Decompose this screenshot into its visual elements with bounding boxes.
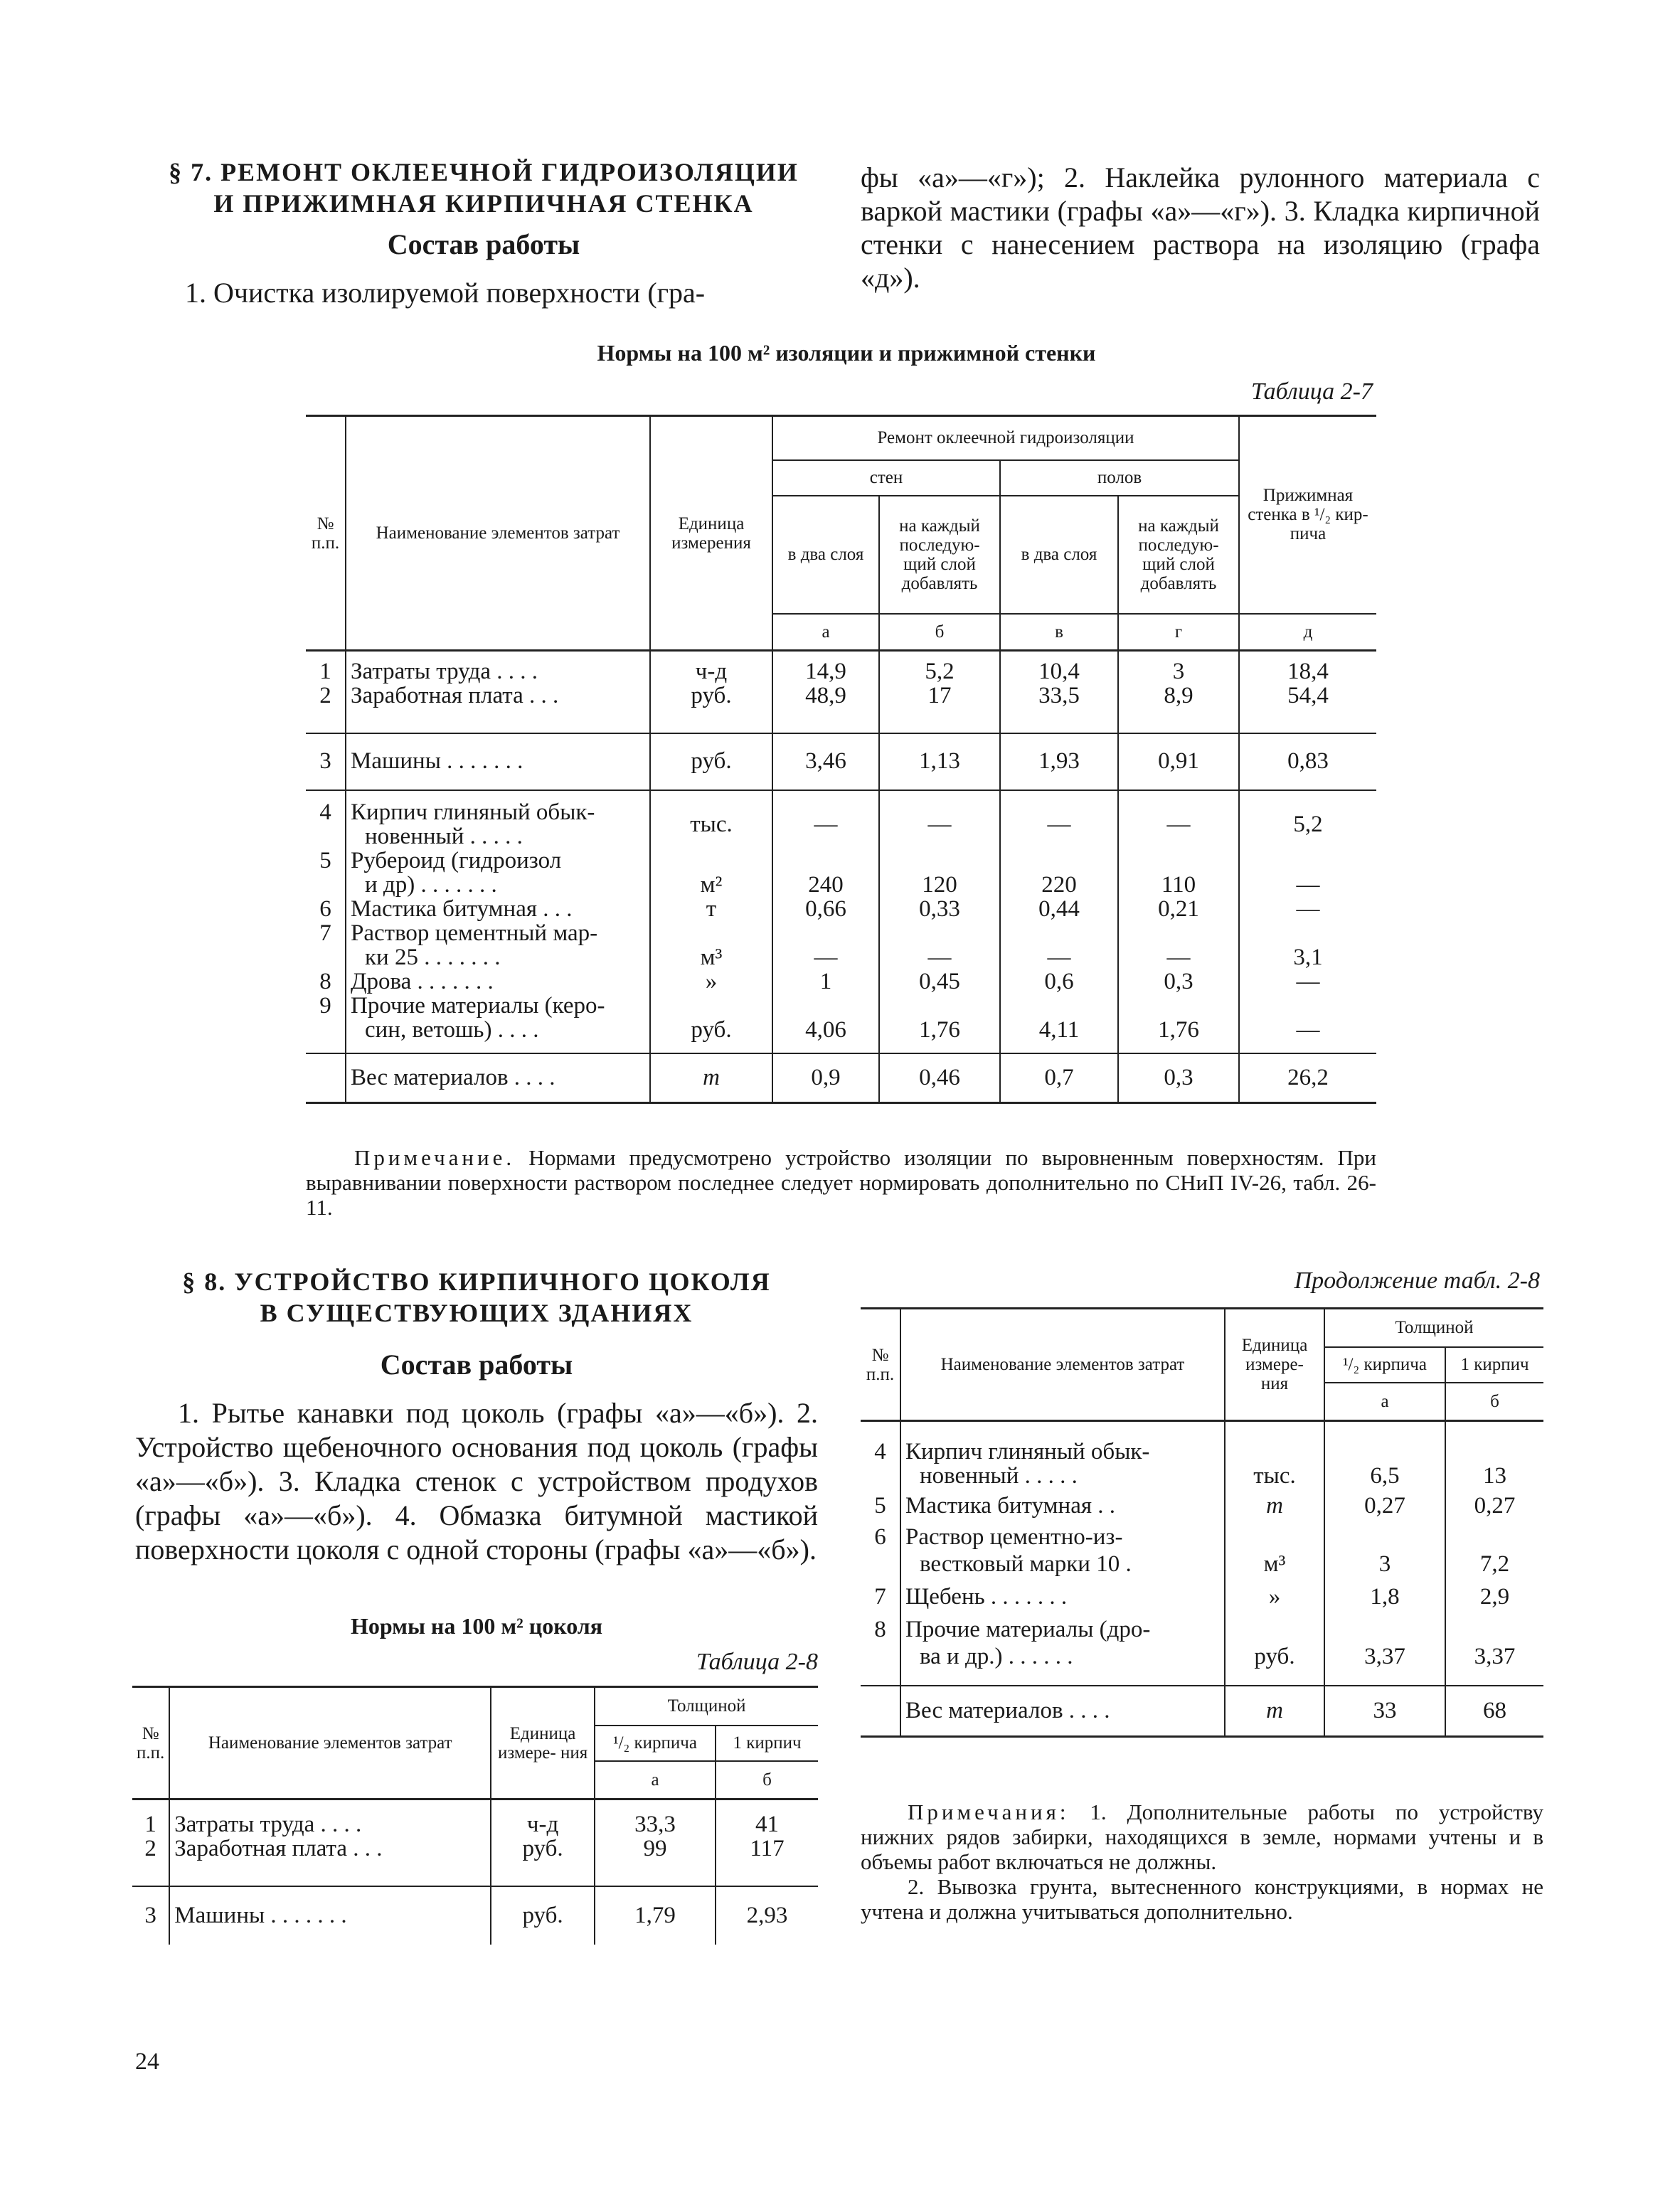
t28a-header-name: Наименование элементов затрат <box>169 1687 491 1799</box>
t28b-row: 5 Мастика битумная . . т 0,27 0,27 <box>861 1488 1543 1524</box>
section8-heading-line2: В СУЩЕСТВУЮЩИХ ЗДАНИЯХ <box>260 1299 693 1327</box>
page-number: 24 <box>135 2048 159 2075</box>
t27-row: 5 Рубероид (гидроизол и др) . . . . . . . м² 240 120 220 110 — <box>306 849 1376 897</box>
t27-col-g: г <box>1118 614 1239 651</box>
t28a-col-b: б <box>762 1770 772 1790</box>
t27-header-floors-each: на каждый последую- щий слой добавлять <box>1118 496 1239 614</box>
t27-row: 2 Заработная плата . . . руб. 48,9 17 33,5 8,9 54,4 <box>306 684 1376 708</box>
t28a-header-one: 1 кирпич <box>716 1726 818 1761</box>
t28b-row: 8 Прочие материалы (дро- ва и др.) . . . . . . руб. 3,37 3,37 <box>861 1616 1543 1670</box>
t28b-header-half: ¹/₂ кирпича <box>1324 1347 1445 1383</box>
t28b-header-no: № п.п. <box>861 1309 900 1421</box>
t27-header-walls-each: на каждый последую- щий слой добавлять <box>879 496 1000 614</box>
section8-note1: Примечания: 1. Дополнительные работы по устройству нижних рядов забирки, находящихся в земле, нормами учтены и в объемы работ включаться не должны. <box>861 1799 1543 1874</box>
table28-number: Таблица 2-8 <box>696 1649 818 1675</box>
table-2-7 <box>306 415 1376 1104</box>
section7-note <box>306 1145 1376 1220</box>
t27-header-floors: полов <box>1000 460 1239 496</box>
t27-row: 4 Кирпич глиняный обык- новенный . . . . . тыс. — — — — 5,2 <box>306 800 1376 849</box>
t28b-header-name: Наименование элементов затрат <box>900 1309 1225 1421</box>
t28b-header-thick: Толщиной <box>1324 1309 1543 1347</box>
t27-row-machines: 3 Машины . . . . . . . руб. 3,46 1,13 1,93 0,91 0,83 <box>306 733 1376 790</box>
t27-header-walls-two: в два слоя <box>772 496 879 614</box>
section7-left-text: 1. Очистка изолируемой поверхности (гра- <box>185 277 706 309</box>
section7-note-label: Примечание. <box>354 1145 516 1170</box>
t28b-header-unit: Единица измере- ния <box>1225 1309 1324 1421</box>
t27-col-d: д <box>1239 614 1376 651</box>
t27-row: 1 Затраты труда . . . . ч-д 14,9 5,2 10,4 3 18,4 <box>306 659 1376 684</box>
section8-subheading: Состав работы <box>380 1349 573 1381</box>
section8-note2: 2. Вывозка грунта, вытесненного конструкциями, в нормах не учтена и должна учитываться дополнительно. <box>861 1874 1543 1924</box>
t28a-header-unit: Единица измере- ния <box>491 1687 595 1799</box>
t28b-row: 6 Раствор цементно-из- вестковый марки 10 . м³ 3 7,2 <box>861 1524 1543 1578</box>
t27-row: 6 Мастика битумная . . . т 0,66 0,33 0,44 0,21 — <box>306 897 1376 921</box>
t27-header-floors-two: в два слоя <box>1000 496 1118 614</box>
t27-header-no: № п.п. <box>306 416 346 651</box>
table28-caption: Нормы на 100 м² цоколя <box>350 1613 603 1639</box>
section7-heading-line2: И ПРИЖИМНАЯ КИРПИЧНАЯ СТЕНКА <box>213 189 754 218</box>
t27-col-b: б <box>879 614 1000 651</box>
t28a-row: 2 Заработная плата . . . руб. 99 117 <box>132 1836 818 1861</box>
t27-header-unit: Единица измерения <box>650 416 772 651</box>
section7-right-text: фы «а»—«г»); 2. Наклейка рулонного материала с варкой мастики (графы «а»—«г»). 3. Кладка кирпичной стенки с нанесением раствора на изоляцию (графа «д»). <box>861 161 1540 294</box>
section7-note-text: Нормами предусмотрено устройство изоляции по выровненным поверхностям. При выравнивании поверхности раствором последнее следует нормировать дополнительно по СНиП IV-26, табл. 26-11. <box>306 1145 1376 1220</box>
table28-continuation: Продолжение табл. 2-8 <box>1294 1267 1540 1294</box>
t27-header-name: Наименование элементов затрат <box>346 416 650 651</box>
section8-heading <box>135 1266 818 1329</box>
t27-col-v: в <box>1000 614 1118 651</box>
t27-col-a: а <box>772 614 879 651</box>
t28b-row-weight: Вес материалов . . . . т 33 68 <box>861 1686 1543 1737</box>
table27-number: Таблица 2-7 <box>1251 378 1373 405</box>
t28a-header-no: № п.п. <box>132 1687 169 1799</box>
t27-row: 9 Прочие материалы (керо- син, ветошь) . . . . руб. 4,06 1,76 4,11 1,76 — <box>306 994 1376 1042</box>
section7-heading <box>164 156 804 219</box>
t28a-header-half: ¹/₂ кирпича <box>595 1726 716 1761</box>
t28b-row: 4 Кирпич глиняный обык- новенный . . . . . тыс. 6,5 13 <box>861 1440 1543 1488</box>
t27-header-walls: стен <box>772 460 1000 496</box>
t27-header-press: Прижимная стенка в ¹/₂ кир- пича <box>1248 486 1368 544</box>
t28b-col-a: а <box>1324 1383 1445 1421</box>
t27-row: 7 Раствор цементный мар- ки 25 . . . . . . . м³ — — — — 3,1 <box>306 921 1376 969</box>
table27-caption: Нормы на 100 м² изоляции и прижимной стенки <box>597 340 1096 366</box>
t28b-col-b: б <box>1490 1391 1499 1411</box>
t28a-col-a: а <box>595 1761 716 1799</box>
table-2-8-part1 <box>132 1686 818 1945</box>
section8-notes <box>861 1799 1543 1924</box>
section8-text: 1. Рытье канавки под цоколь (графы «а»—«б»). 2. Устройство щебеночного основания под цоколь (графы «а»—«б»). 3. Кладка стенок с устройством продухов (графы «а»—«б»). 4. Обмазка битумной мастикой поверхности цоколя с одной стороны (графы «а»—«б»). <box>135 1397 818 1565</box>
section7-heading-line1: § 7. РЕМОНТ ОКЛЕЕЧНОЙ ГИДРОИЗОЛЯЦИИ <box>169 158 799 186</box>
t28a-row: 1 Затраты труда . . . . ч-д 33,3 41 <box>132 1812 818 1836</box>
t28a-row-machines: 3 Машины . . . . . . . руб. 1,79 2,93 <box>132 1886 818 1945</box>
t28a-header-thick: Толщиной <box>595 1687 818 1726</box>
t27-header-repair: Ремонт оклеечной гидроизоляции <box>772 416 1239 460</box>
t27-row: 8 Дрова . . . . . . . » 1 0,45 0,6 0,3 — <box>306 969 1376 994</box>
t27-row-weight: Вес материалов . . . . т 0,9 0,46 0,7 0,3 26,2 <box>306 1053 1376 1103</box>
section7-subheading: Состав работы <box>387 228 580 260</box>
section8-notes-label: Примечания: <box>908 1799 1070 1824</box>
t28b-row: 7 Щебень . . . . . . . » 1,8 2,9 <box>861 1578 1543 1616</box>
section8-heading-line1: § 8. УСТРОЙСТВО КИРПИЧНОГО ЦОКОЛЯ <box>182 1267 771 1296</box>
t28b-header-one: 1 кирпич <box>1445 1347 1543 1383</box>
table-2-8-part2 <box>861 1307 1543 1738</box>
